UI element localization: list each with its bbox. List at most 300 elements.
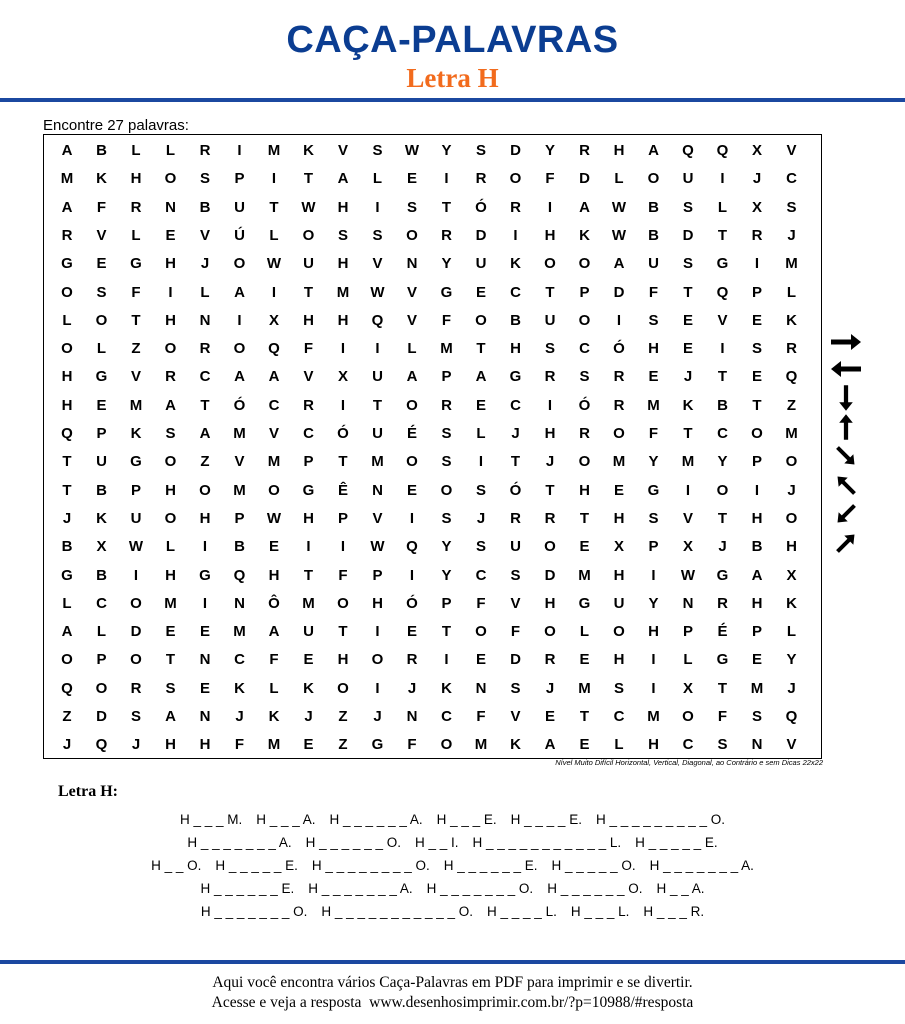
grid-cell[interactable]: R	[441, 226, 452, 244]
grid-cell[interactable]: G	[371, 736, 384, 754]
grid-cell[interactable]: S	[475, 538, 486, 556]
grid-cell[interactable]: H	[130, 170, 142, 188]
grid-cell[interactable]: M	[785, 255, 798, 273]
grid-cell[interactable]: M	[60, 170, 74, 188]
grid-cell[interactable]: V	[717, 311, 728, 329]
grid-cell[interactable]: O	[199, 481, 211, 499]
grid-cell[interactable]: I	[651, 566, 656, 584]
grid-cell[interactable]: R	[751, 226, 763, 244]
grid-cell[interactable]: M	[647, 396, 660, 414]
grid-cell[interactable]: A	[406, 368, 418, 386]
grid-cell[interactable]: O	[233, 340, 246, 358]
grid-cell[interactable]: H	[579, 481, 590, 499]
grid-cell[interactable]: T	[752, 396, 762, 414]
grid-cell[interactable]: C	[96, 594, 107, 612]
grid-cell[interactable]: O	[233, 255, 246, 273]
grid-cell[interactable]: R	[510, 509, 521, 527]
grid-cell[interactable]: O	[371, 651, 384, 669]
grid-cell[interactable]: X	[268, 311, 279, 329]
grid-cell[interactable]: H	[165, 566, 176, 584]
grid-cell[interactable]: E	[579, 651, 590, 669]
grid-cell[interactable]: S	[751, 340, 762, 358]
grid-cell[interactable]: B	[648, 226, 659, 244]
grid-cell[interactable]: H	[61, 396, 73, 414]
grid-cell[interactable]: I	[306, 538, 311, 556]
grid-cell[interactable]: R	[786, 340, 797, 358]
grid-cell[interactable]: T	[441, 198, 452, 216]
grid-cell[interactable]: X	[613, 538, 624, 556]
grid-cell[interactable]: S	[510, 566, 521, 584]
grid-cell[interactable]: Ó	[578, 396, 591, 414]
grid-cell[interactable]: Q	[716, 142, 729, 159]
grid-cell[interactable]: J	[718, 538, 727, 556]
grid-cell[interactable]: J	[476, 509, 486, 527]
grid-cell[interactable]: O	[61, 340, 73, 358]
grid-cell[interactable]: T	[717, 679, 728, 697]
grid-cell[interactable]: F	[510, 623, 521, 641]
grid-cell[interactable]: J	[131, 736, 141, 754]
grid-cell[interactable]: M	[371, 453, 384, 471]
grid-cell[interactable]: X	[682, 538, 693, 556]
grid-cell[interactable]: N	[372, 481, 383, 499]
grid-cell[interactable]: R	[544, 651, 556, 669]
grid-cell[interactable]: O	[682, 708, 694, 725]
grid-cell[interactable]: L	[269, 679, 279, 697]
grid-cell[interactable]: É	[406, 425, 417, 442]
grid-cell[interactable]: I	[616, 311, 622, 329]
grid-cell[interactable]: L	[579, 623, 590, 641]
grid-cell[interactable]: L	[131, 142, 141, 159]
grid-cell[interactable]: H	[613, 142, 625, 159]
grid-cell[interactable]: K	[268, 708, 280, 725]
grid-cell[interactable]: H	[372, 594, 383, 612]
grid-cell[interactable]: P	[337, 509, 348, 527]
grid-cell[interactable]: F	[476, 708, 486, 725]
grid-cell[interactable]: B	[61, 538, 73, 556]
grid-cell[interactable]: A	[61, 198, 73, 216]
grid-cell[interactable]: R	[544, 368, 556, 386]
grid-cell[interactable]: S	[751, 708, 762, 725]
grid-cell[interactable]: E	[303, 736, 314, 754]
grid-cell[interactable]: G	[509, 368, 522, 386]
grid-cell[interactable]: J	[235, 708, 244, 725]
grid-cell[interactable]: O	[61, 283, 73, 301]
grid-cell[interactable]: Z	[62, 708, 72, 725]
grid-cell[interactable]: Y	[441, 566, 452, 584]
grid-cell[interactable]: O	[544, 255, 556, 273]
grid-cell[interactable]: E	[682, 340, 693, 358]
grid-cell[interactable]: G	[130, 255, 142, 273]
grid-cell[interactable]: O	[95, 679, 108, 697]
grid-cell[interactable]: T	[131, 311, 141, 329]
grid-cell[interactable]: Q	[233, 566, 246, 584]
grid-cell[interactable]: O	[302, 226, 315, 244]
grid-cell[interactable]: U	[234, 198, 245, 216]
grid-cell[interactable]: U	[303, 255, 314, 273]
grid-cell[interactable]: I	[237, 311, 242, 329]
grid-cell[interactable]: A	[234, 368, 245, 386]
grid-cell[interactable]: S	[165, 425, 176, 442]
grid-cell[interactable]: Ó	[406, 594, 418, 612]
grid-cell[interactable]: X	[786, 566, 797, 584]
grid-cell[interactable]: J	[62, 736, 72, 754]
grid-cell[interactable]: T	[683, 425, 693, 442]
grid-cell[interactable]: P	[130, 481, 141, 499]
grid-cell[interactable]: C	[682, 736, 694, 754]
grid-cell[interactable]: Y	[786, 651, 797, 669]
grid-cell[interactable]: P	[372, 566, 383, 584]
grid-cell[interactable]: O	[475, 623, 487, 641]
grid-cell[interactable]: O	[164, 453, 177, 471]
grid-cell[interactable]: D	[510, 651, 521, 669]
grid-cell[interactable]: E	[96, 396, 107, 414]
grid-cell[interactable]: J	[683, 368, 693, 386]
grid-cell[interactable]: Q	[785, 708, 798, 725]
grid-cell[interactable]: E	[475, 651, 486, 669]
grid-cell[interactable]: T	[510, 453, 521, 471]
grid-cell[interactable]: A	[268, 623, 280, 641]
grid-cell[interactable]: E	[165, 226, 176, 244]
grid-cell[interactable]: T	[545, 481, 555, 499]
grid-cell[interactable]: P	[441, 368, 452, 386]
grid-cell[interactable]: W	[404, 142, 420, 159]
grid-cell[interactable]: M	[267, 142, 281, 159]
grid-cell[interactable]: U	[130, 509, 142, 527]
grid-cell[interactable]: P	[96, 651, 107, 669]
grid-cell[interactable]: Q	[61, 425, 73, 442]
grid-cell[interactable]: V	[337, 142, 348, 159]
grid-cell[interactable]: E	[475, 396, 486, 414]
grid-cell[interactable]: L	[614, 736, 624, 754]
grid-cell[interactable]: Ê	[337, 481, 348, 499]
grid-cell[interactable]: E	[165, 623, 176, 641]
grid-cell[interactable]: Ó	[337, 425, 349, 442]
grid-cell[interactable]: I	[375, 679, 380, 697]
grid-cell[interactable]: C	[475, 566, 487, 584]
grid-cell[interactable]: K	[303, 142, 314, 159]
grid-cell[interactable]: A	[61, 142, 73, 159]
grid-cell[interactable]: C	[613, 708, 625, 725]
grid-cell[interactable]: L	[96, 623, 107, 641]
grid-cell[interactable]: B	[234, 538, 245, 556]
grid-cell[interactable]: O	[61, 651, 73, 669]
grid-cell[interactable]: V	[130, 368, 141, 386]
grid-cell[interactable]: K	[130, 425, 142, 442]
grid-cell[interactable]: U	[510, 538, 521, 556]
grid-cell[interactable]: F	[648, 425, 659, 442]
grid-cell[interactable]: I	[444, 170, 449, 188]
grid-cell[interactable]: I	[409, 509, 415, 527]
grid-cell[interactable]: S	[475, 481, 486, 499]
grid-cell[interactable]: I	[133, 566, 139, 584]
grid-cell[interactable]: V	[786, 736, 797, 754]
grid-cell[interactable]: Q	[682, 142, 694, 159]
grid-cell[interactable]: A	[165, 708, 176, 725]
grid-cell[interactable]: O	[440, 481, 453, 499]
grid-cell[interactable]: I	[340, 396, 346, 414]
grid-cell[interactable]: S	[199, 170, 210, 188]
grid-cell[interactable]: S	[337, 226, 348, 244]
grid-cell[interactable]: E	[303, 651, 314, 669]
grid-cell[interactable]: Z	[786, 396, 797, 414]
grid-cell[interactable]: L	[165, 142, 176, 159]
grid-cell[interactable]: S	[372, 226, 383, 244]
grid-cell[interactable]: F	[131, 283, 141, 301]
grid-cell[interactable]: R	[717, 594, 728, 612]
grid-cell[interactable]: R	[579, 425, 590, 442]
grid-cell[interactable]: R	[61, 226, 73, 244]
grid-cell[interactable]: N	[682, 594, 694, 612]
grid-cell[interactable]: C	[786, 170, 797, 188]
grid-cell[interactable]: T	[579, 708, 590, 725]
grid-cell[interactable]: A	[268, 368, 280, 386]
grid-cell[interactable]: R	[579, 142, 590, 159]
grid-cell[interactable]: H	[165, 311, 176, 329]
grid-cell[interactable]: A	[579, 198, 590, 216]
grid-cell[interactable]: A	[475, 368, 487, 386]
grid-cell[interactable]: H	[648, 623, 659, 641]
grid-cell[interactable]: K	[96, 170, 107, 188]
grid-cell[interactable]: Ó	[613, 340, 625, 358]
grid-cell[interactable]: E	[406, 481, 417, 499]
grid-cell[interactable]: H	[544, 425, 556, 442]
grid-cell[interactable]: H	[337, 255, 349, 273]
grid-cell[interactable]: I	[237, 142, 242, 159]
grid-cell[interactable]: B	[510, 311, 521, 329]
grid-cell[interactable]: O	[785, 509, 798, 527]
grid-cell[interactable]: L	[200, 283, 210, 301]
grid-cell[interactable]: H	[61, 368, 73, 386]
grid-cell[interactable]: D	[613, 283, 625, 301]
grid-cell[interactable]: J	[787, 679, 796, 697]
grid-cell[interactable]: T	[717, 368, 728, 386]
grid-cell[interactable]: M	[612, 453, 626, 471]
grid-cell[interactable]: Y	[648, 453, 659, 471]
grid-cell[interactable]: W	[370, 538, 385, 556]
grid-cell[interactable]: M	[233, 623, 246, 641]
grid-cell[interactable]: O	[95, 311, 108, 329]
grid-cell[interactable]: R	[130, 679, 142, 697]
grid-cell[interactable]: P	[682, 623, 693, 641]
grid-cell[interactable]: D	[544, 566, 556, 584]
grid-cell[interactable]: O	[406, 226, 418, 244]
grid-cell[interactable]: V	[510, 708, 521, 725]
grid-cell[interactable]: G	[647, 481, 660, 499]
grid-cell[interactable]: O	[751, 425, 763, 442]
grid-cell[interactable]: L	[786, 623, 797, 641]
grid-cell[interactable]: M	[267, 736, 281, 754]
grid-cell[interactable]: F	[407, 736, 417, 754]
grid-cell[interactable]: T	[200, 396, 210, 414]
grid-cell[interactable]: E	[268, 538, 279, 556]
grid-cell[interactable]: V	[406, 311, 417, 329]
grid-cell[interactable]: K	[682, 396, 694, 414]
grid-cell[interactable]: O	[164, 509, 177, 527]
grid-cell[interactable]: R	[165, 368, 176, 386]
grid-cell[interactable]: D	[682, 226, 694, 244]
grid-cell[interactable]: Q	[268, 340, 280, 358]
grid-cell[interactable]: E	[751, 311, 762, 329]
grid-cell[interactable]: L	[62, 311, 72, 329]
grid-cell[interactable]: P	[648, 538, 659, 556]
grid-cell[interactable]: T	[476, 340, 486, 358]
grid-cell[interactable]: F	[648, 283, 659, 301]
grid-cell[interactable]: S	[786, 198, 797, 216]
grid-cell[interactable]: L	[717, 198, 728, 216]
grid-cell[interactable]: T	[545, 283, 555, 301]
grid-cell[interactable]: Z	[338, 736, 348, 754]
grid-cell[interactable]: T	[338, 453, 348, 471]
grid-cell[interactable]: S	[441, 509, 452, 527]
grid-cell[interactable]: N	[199, 311, 211, 329]
grid-cell[interactable]: T	[303, 566, 314, 584]
grid-cell[interactable]: W	[680, 566, 696, 584]
grid-cell[interactable]: A	[199, 425, 211, 442]
grid-cell[interactable]: R	[406, 651, 418, 669]
grid-cell[interactable]: D	[475, 226, 487, 244]
grid-cell[interactable]: I	[720, 170, 725, 188]
grid-cell[interactable]: M	[750, 679, 764, 697]
grid-cell[interactable]: S	[682, 255, 693, 273]
grid-cell[interactable]: O	[337, 679, 349, 697]
grid-cell[interactable]: A	[751, 566, 763, 584]
grid-cell[interactable]: H	[199, 736, 211, 754]
grid-cell[interactable]: K	[96, 509, 107, 527]
grid-cell[interactable]: D	[579, 170, 590, 188]
grid-cell[interactable]: B	[96, 481, 107, 499]
grid-cell[interactable]: L	[62, 594, 72, 612]
grid-cell[interactable]: H	[337, 198, 349, 216]
grid-cell[interactable]: S	[544, 340, 555, 358]
grid-cell[interactable]: E	[199, 623, 210, 641]
grid-cell[interactable]: J	[200, 255, 210, 273]
grid-cell[interactable]: Y	[717, 453, 728, 471]
grid-cell[interactable]: I	[547, 396, 553, 414]
grid-cell[interactable]: H	[303, 509, 314, 527]
grid-cell[interactable]: G	[716, 651, 729, 669]
grid-cell[interactable]: F	[717, 708, 728, 725]
grid-cell[interactable]: F	[441, 311, 452, 329]
grid-cell[interactable]: H	[751, 509, 763, 527]
grid-cell[interactable]: O	[268, 481, 280, 499]
grid-cell[interactable]: J	[407, 679, 417, 697]
grid-cell[interactable]: O	[578, 453, 591, 471]
grid-cell[interactable]: I	[375, 340, 380, 358]
grid-cell[interactable]: H	[199, 509, 211, 527]
grid-cell[interactable]: R	[613, 396, 625, 414]
grid-cell[interactable]: W	[611, 198, 627, 216]
grid-cell[interactable]: J	[545, 679, 555, 697]
grid-cell[interactable]: O	[406, 396, 418, 414]
grid-cell[interactable]: P	[579, 283, 590, 301]
grid-cell[interactable]: H	[544, 226, 556, 244]
grid-cell[interactable]: X	[96, 538, 107, 556]
grid-cell[interactable]: A	[61, 623, 73, 641]
grid-cell[interactable]: R	[510, 198, 521, 216]
grid-cell[interactable]: N	[751, 736, 763, 754]
grid-cell[interactable]: F	[476, 594, 486, 612]
grid-cell[interactable]: D	[130, 623, 142, 641]
grid-cell[interactable]: M	[647, 708, 660, 725]
grid-cell[interactable]: I	[340, 340, 346, 358]
grid-cell[interactable]: E	[579, 736, 590, 754]
grid-cell[interactable]: W	[611, 226, 627, 244]
grid-cell[interactable]: D	[510, 142, 521, 159]
grid-cell[interactable]: N	[406, 255, 418, 273]
grid-cell[interactable]: H	[613, 651, 625, 669]
grid-cell[interactable]: O	[578, 311, 591, 329]
grid-cell[interactable]: O	[785, 453, 798, 471]
grid-cell[interactable]: I	[685, 481, 691, 499]
grid-cell[interactable]: M	[681, 453, 695, 471]
grid-cell[interactable]: Q	[371, 311, 384, 329]
grid-cell[interactable]: Y	[441, 255, 452, 273]
grid-cell[interactable]: É	[717, 623, 728, 641]
grid-cell[interactable]: I	[754, 255, 760, 273]
grid-cell[interactable]: B	[751, 538, 763, 556]
grid-cell[interactable]: R	[441, 396, 452, 414]
grid-cell[interactable]: S	[510, 679, 521, 697]
grid-cell[interactable]: W	[128, 538, 144, 556]
grid-cell[interactable]: Ó	[509, 481, 522, 499]
grid-cell[interactable]: S	[475, 142, 486, 159]
grid-cell[interactable]: M	[164, 594, 177, 612]
grid-cell[interactable]: O	[406, 453, 418, 471]
grid-cell[interactable]: T	[441, 623, 452, 641]
grid-cell[interactable]: I	[271, 283, 277, 301]
grid-cell[interactable]: Ó	[475, 198, 487, 216]
grid-cell[interactable]: M	[267, 453, 281, 471]
grid-cell[interactable]: V	[234, 453, 245, 471]
grid-cell[interactable]: Q	[716, 283, 729, 301]
grid-cell[interactable]: V	[268, 425, 279, 442]
grid-cell[interactable]: C	[510, 396, 521, 414]
grid-cell[interactable]: N	[165, 198, 176, 216]
grid-cell[interactable]: V	[786, 142, 797, 159]
grid-cell[interactable]: I	[409, 566, 415, 584]
grid-cell[interactable]: H	[510, 340, 521, 358]
grid-cell[interactable]: Z	[338, 708, 348, 725]
grid-cell[interactable]: K	[510, 736, 521, 754]
grid-cell[interactable]: O	[613, 425, 625, 442]
grid-cell[interactable]: M	[233, 425, 246, 442]
grid-cell[interactable]: A	[613, 255, 625, 273]
grid-cell[interactable]: E	[544, 708, 555, 725]
grid-cell[interactable]: I	[651, 651, 656, 669]
grid-cell[interactable]: L	[131, 226, 141, 244]
grid-cell[interactable]: H	[165, 255, 176, 273]
grid-cell[interactable]: Q	[95, 736, 108, 754]
grid-cell[interactable]: E	[406, 623, 417, 641]
grid-cell[interactable]: U	[613, 594, 625, 612]
grid-cell[interactable]: F	[234, 736, 245, 754]
grid-cell[interactable]: R	[199, 340, 211, 358]
grid-cell[interactable]: A	[544, 736, 556, 754]
grid-cell[interactable]: P	[751, 453, 762, 471]
grid-cell[interactable]: O	[440, 736, 453, 754]
grid-cell[interactable]: W	[370, 283, 385, 301]
grid-cell[interactable]: H	[648, 736, 659, 754]
grid-cell[interactable]: L	[269, 226, 279, 244]
grid-cell[interactable]: T	[303, 283, 314, 301]
grid-cell[interactable]: N	[199, 708, 211, 725]
grid-cell[interactable]: S	[372, 142, 383, 159]
grid-cell[interactable]: I	[720, 340, 725, 358]
grid-cell[interactable]: B	[717, 396, 728, 414]
grid-cell[interactable]: X	[682, 679, 693, 697]
grid-cell[interactable]: M	[336, 283, 350, 301]
grid-cell[interactable]: V	[303, 368, 314, 386]
